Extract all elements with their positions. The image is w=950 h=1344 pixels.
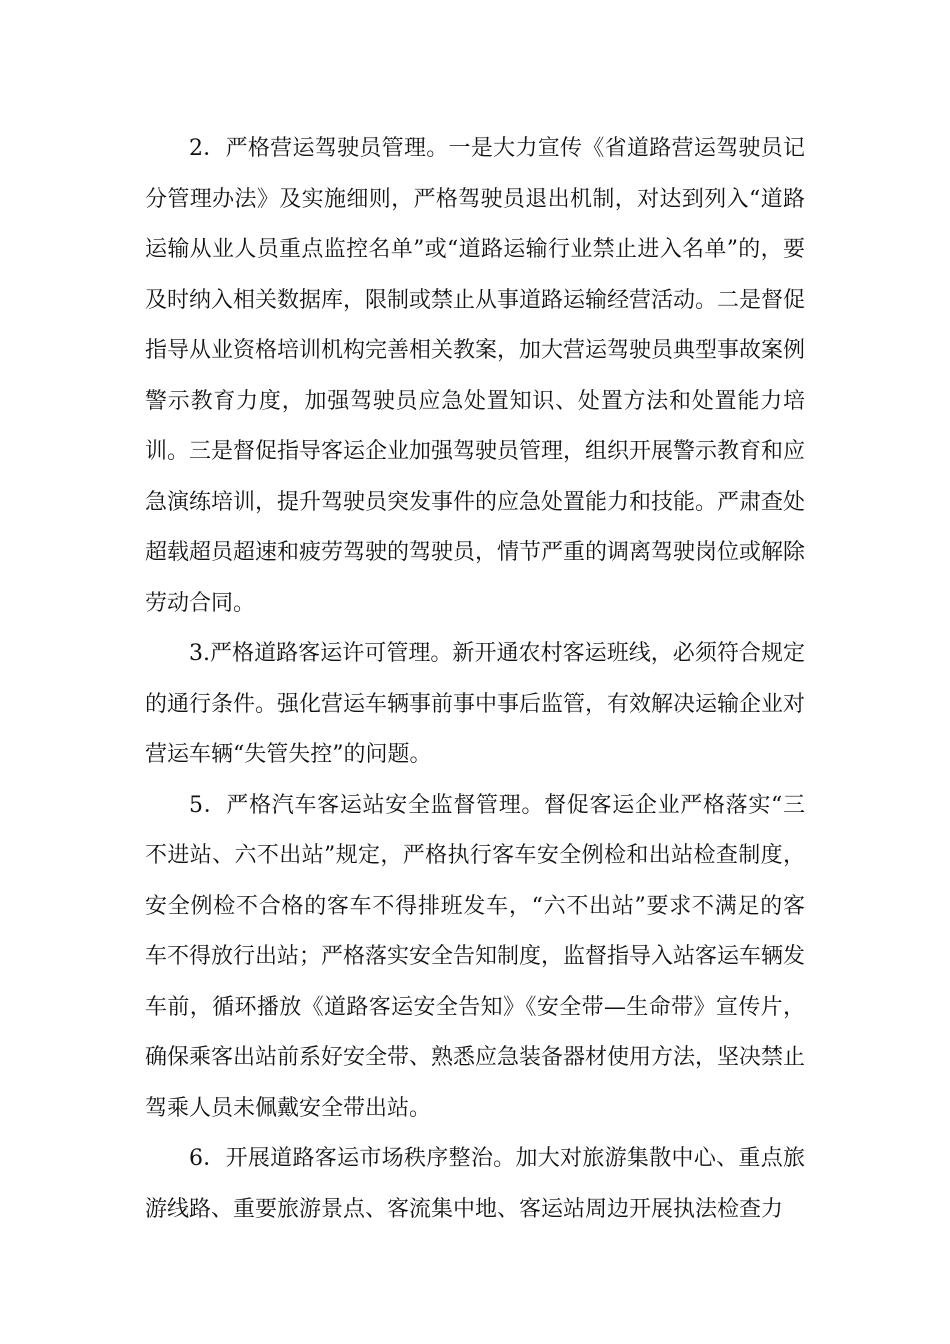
- document-body: [145, 124, 805, 1235]
- paragraph-bus-station-safety: 5．严格汽车客运站安全监督管理。督促客运企业严格落实“三不进站、六不出站”规定，严格执行客车安全例检和出站检查制度，安全例检不合格的客车不得排班发车，“六不出站”要求不满足的客车不得放行出站；严格落实安全告知制度，监督指导入站客运车辆发车前，循环播放《道路客运安全告知》《安全带—生命带》宣传片，确保乘客出站前系好安全带、熟悉应急装备器材使用方法，坚决禁止驾乘人员未佩戴安全带出站。: [145, 792, 806, 1121]
- paragraph-passenger-license: 3.严格道路客运许可管理。新开通农村客运班线，必须符合规定的通行条件。强化营运车辆事前事中事后监管，有效解决运输企业对营运车辆“失管失控”的问题。: [145, 641, 806, 767]
- paragraph-driver-management: 2．严格营运驾驶员管理。一是大力宣传《省道路营运驾驶员记分管理办法》及实施细则，严格驾驶员退出机制，对达到列入“道路运输从业人员重点监控名单”或“道路运输行业禁止进入名单”的，要及时纳入相关数据库，限制或禁止从事道路运输经营活动。二是督促指导从业资格培训机构完善相关教案，加大营运驾驶员典型事故案例警示教育力度，加强驾驶员应急处置知识、处置方法和处置能力培训。三是督促指导客运企业加强驾驶员管理，组织开展警示教育和应急演练培训，提升驾驶员突发事件的应急处置能力和技能。严肃查处超载超员超速和疲劳驾驶的驾驶员，情节严重的调离驾驶岗位或解除劳动合同。: [145, 136, 806, 616]
- paragraph-market-order: 6．开展道路客运市场秩序整治。加大对旅游集散中心、重点旅游线路、重要旅游景点、客流集中地、客运站周边开展执法检查力: [145, 1146, 805, 1222]
